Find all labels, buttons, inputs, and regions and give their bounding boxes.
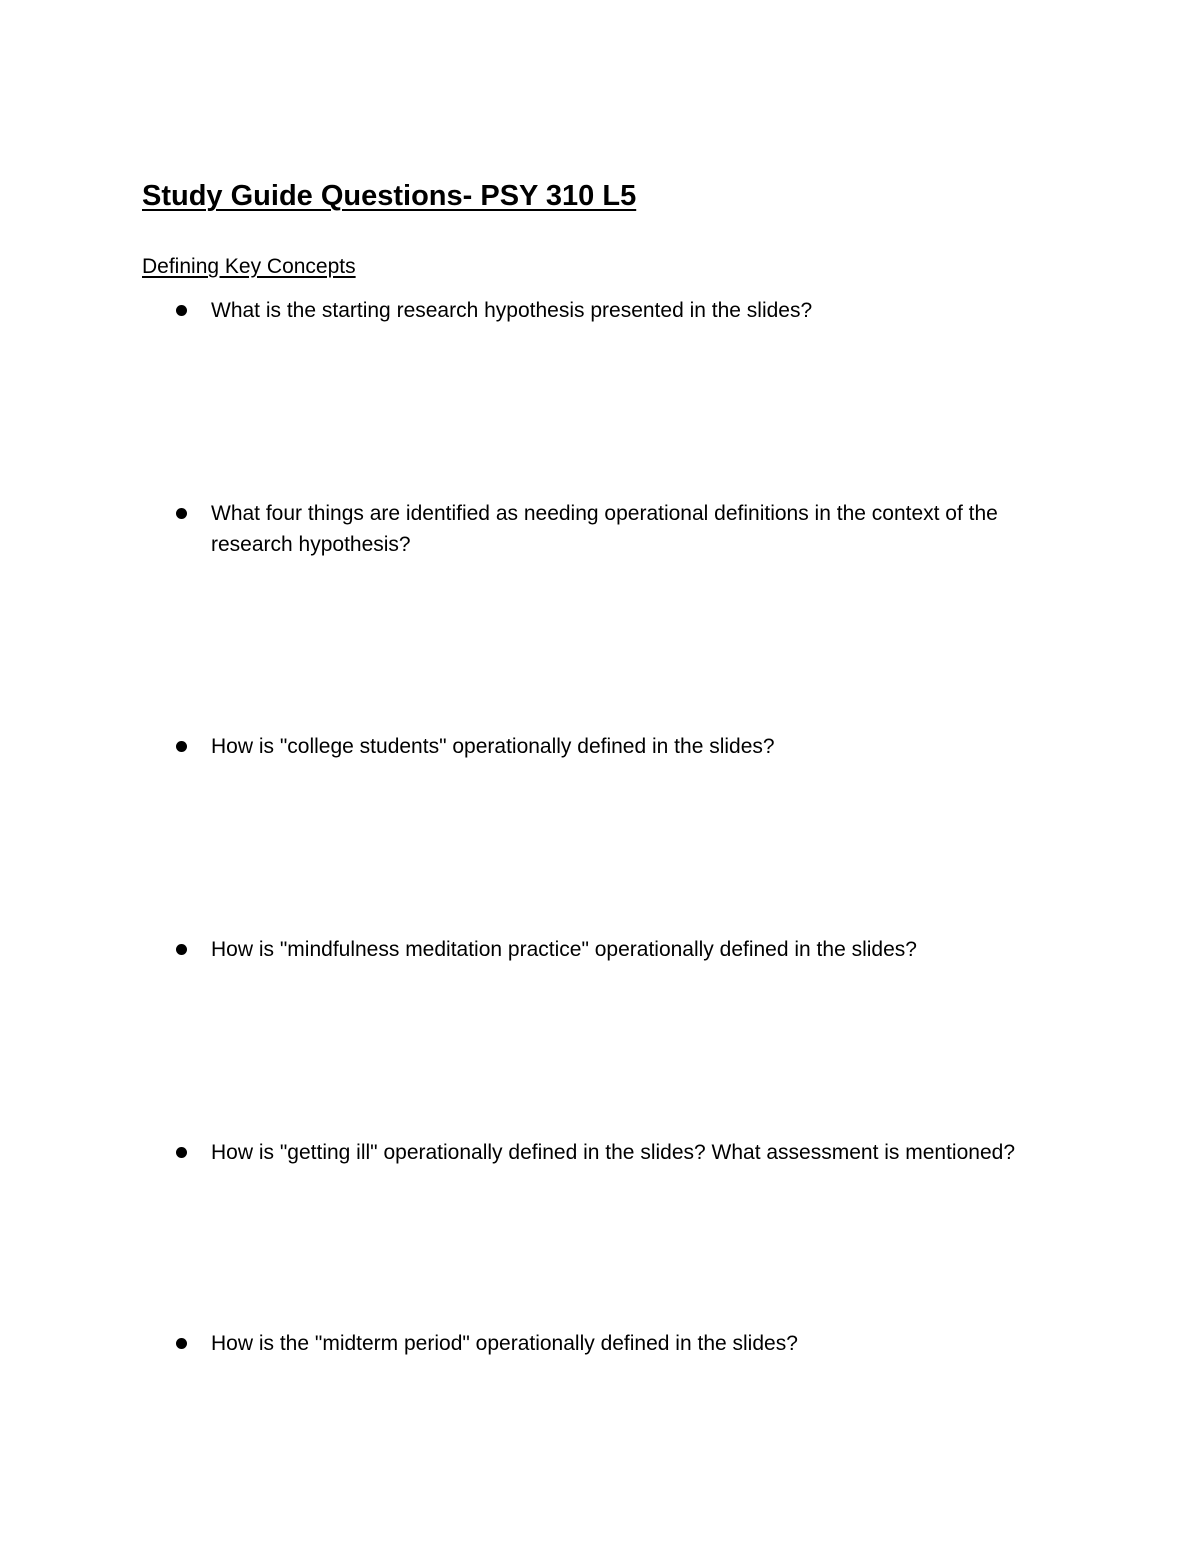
- bullet-icon: [176, 1338, 187, 1349]
- question-item: [176, 934, 1076, 965]
- question-text: What is the starting research hypothesis presented in the slides?: [211, 299, 813, 322]
- bullet-icon: [176, 741, 187, 752]
- page-title: Study Guide Questions- PSY 310 L5: [142, 180, 637, 212]
- bullet-icon: [176, 305, 187, 316]
- bullet-icon: [176, 1147, 187, 1158]
- bullet-icon: [176, 508, 187, 519]
- question-item: [176, 1328, 1076, 1359]
- question-text: How is the "midterm period" operationally defined in the slides?: [211, 1332, 798, 1355]
- question-item: [176, 1137, 1076, 1168]
- question-item: [176, 498, 1076, 560]
- question-text: How is "getting ill" operationally defined in the slides? What assessment is mentioned?: [211, 1141, 1015, 1164]
- bullet-icon: [176, 944, 187, 955]
- question-text: What four things are identified as needing operational definitions in the context of the research hypothesis?: [211, 502, 998, 556]
- question-item: [176, 731, 1076, 762]
- section-heading: Defining Key Concepts: [142, 255, 356, 278]
- question-text: How is "mindfulness meditation practice" operationally defined in the slides?: [211, 938, 917, 961]
- question-item: [176, 295, 1076, 326]
- question-text: How is "college students" operationally defined in the slides?: [211, 735, 775, 758]
